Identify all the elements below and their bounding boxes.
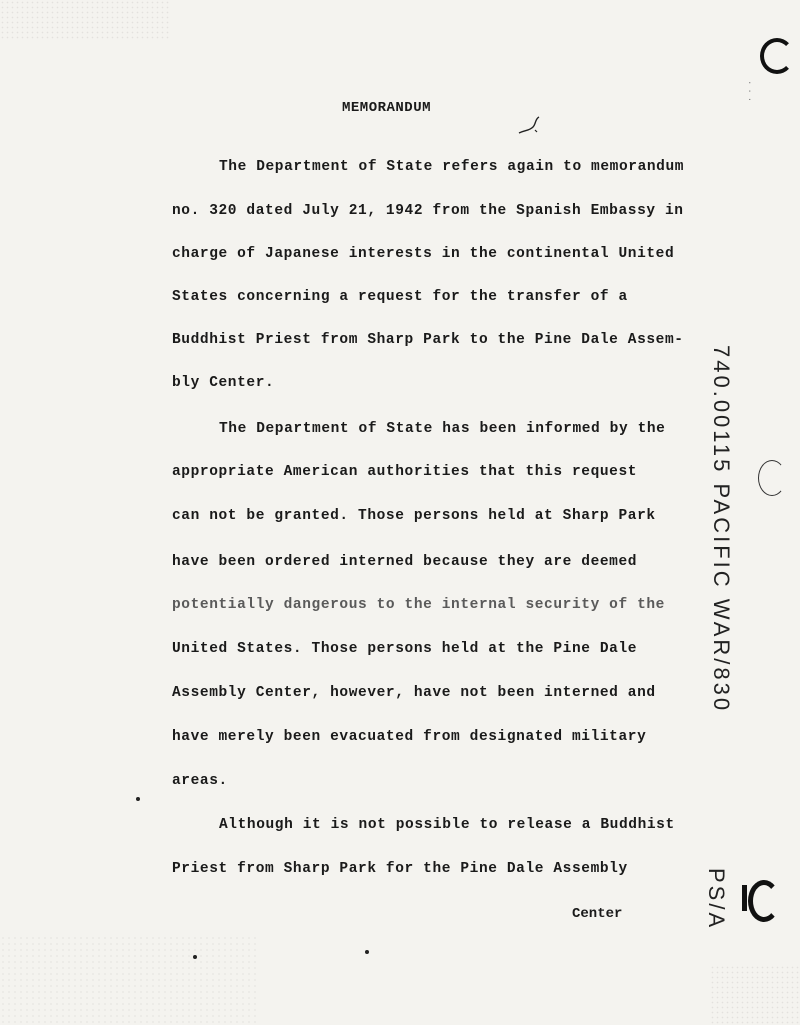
page-continuation-word: Center: [572, 906, 623, 922]
ink-dot: [136, 797, 140, 801]
filing-number-stamp: 740.00115 PACIFIC WAR/830: [709, 345, 734, 714]
memo-line: can not be granted. Those persons held at Sharp Park: [172, 508, 656, 524]
memo-title: MEMORANDUM: [342, 100, 432, 116]
memo-line: The Department of State has been informed by the: [219, 421, 666, 437]
memo-line: bly Center.: [172, 375, 275, 391]
punch-hole-mark: [760, 38, 794, 74]
memo-line: charge of Japanese interests in the continental United: [172, 246, 675, 262]
memo-line: Assembly Center, however, have not been interned and: [172, 685, 656, 701]
memo-line: appropriate American authorities that this request: [172, 464, 638, 480]
memo-line: Priest from Sharp Park for the Pine Dale Assembly: [172, 861, 628, 877]
memo-line: have merely been evacuated from designated military: [172, 729, 647, 745]
punch-hole-mark: [748, 880, 780, 922]
memo-line: no. 320 dated July 21, 1942 from the Spanish Embassy in: [172, 203, 684, 219]
memo-line: States concerning a request for the transfer of a: [172, 289, 628, 305]
memo-line: Buddhist Priest from Sharp Park to the Pine Dale Assem-: [172, 332, 684, 348]
handwritten-mark: [515, 113, 549, 139]
memo-line: areas.: [172, 773, 228, 789]
memo-line: potentially dangerous to the internal security of the: [172, 597, 665, 613]
memo-line: have been ordered interned because they are deemed: [172, 554, 638, 570]
punch-hole-mark: [742, 885, 747, 911]
scan-noise: [0, 935, 260, 1025]
ink-dot: [365, 950, 369, 954]
division-stamp: PS/A: [704, 868, 729, 931]
memo-line: Although it is not possible to release a Buddhist: [219, 817, 675, 833]
memo-line: The Department of State refers again to memorandum: [219, 159, 685, 175]
scan-noise: [710, 965, 800, 1025]
margin-note: ...: [746, 80, 756, 106]
scan-noise: [0, 0, 170, 40]
ink-dot: [193, 955, 197, 959]
punch-hole-mark: [758, 460, 786, 496]
memo-line: United States. Those persons held at the Pine Dale: [172, 641, 638, 657]
